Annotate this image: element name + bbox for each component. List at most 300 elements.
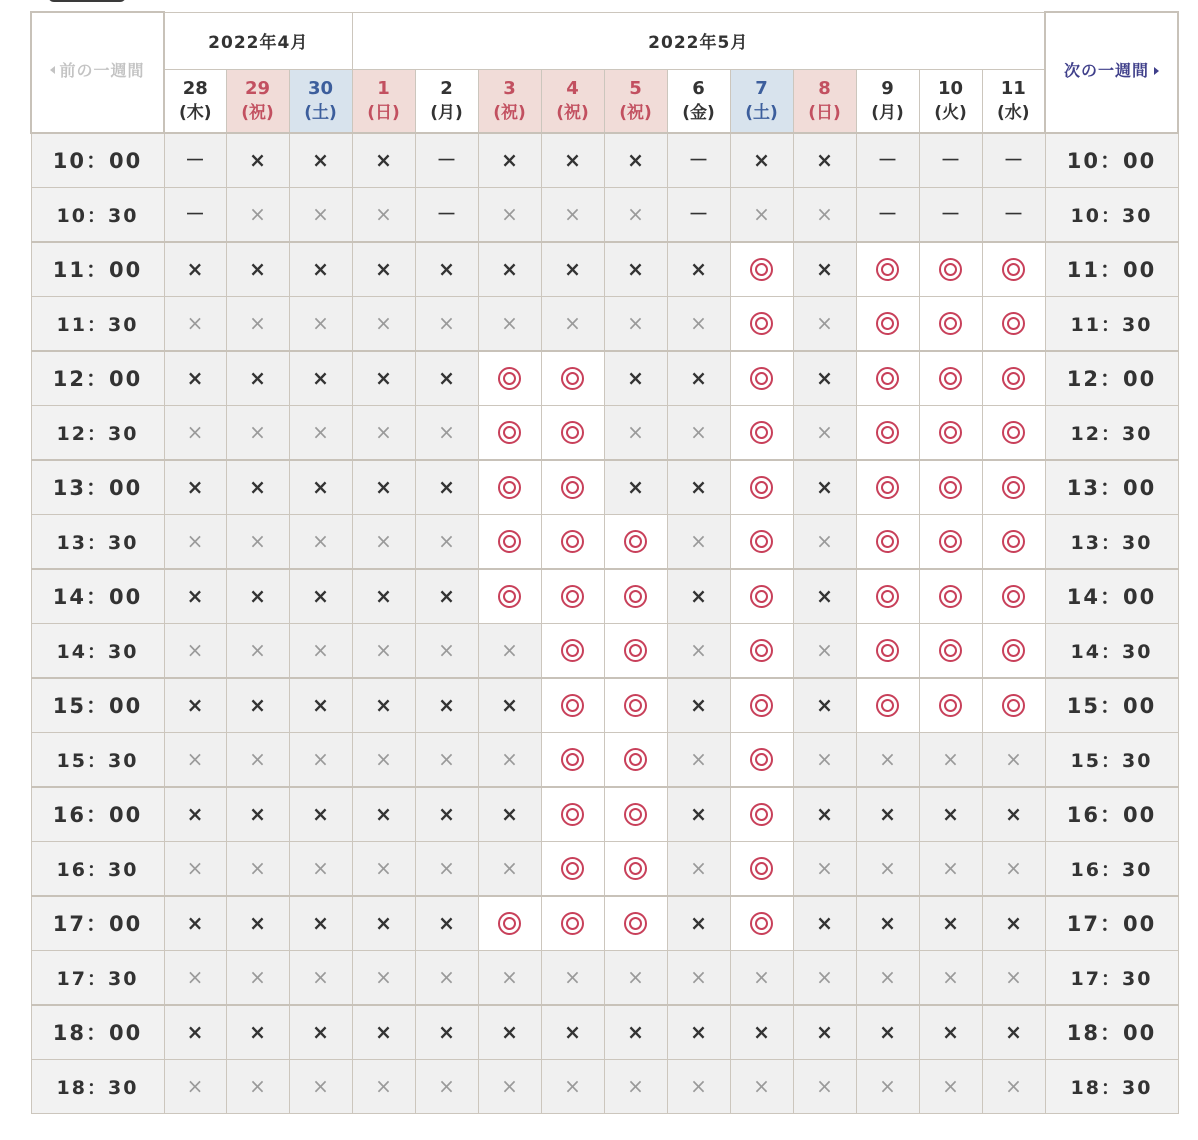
slot-available[interactable] [604, 569, 667, 624]
slot-available[interactable] [478, 351, 541, 406]
slot-unavailable [226, 297, 289, 351]
double-circle-icon[interactable] [750, 748, 773, 771]
slot-unavailable [667, 1005, 730, 1060]
double-circle-icon[interactable] [1002, 639, 1025, 662]
slot-available[interactable] [982, 515, 1045, 569]
slot-unavailable [604, 406, 667, 460]
slot-available[interactable] [730, 842, 793, 896]
slot-unavailable [226, 351, 289, 406]
slot-unavailable [352, 133, 415, 188]
slot-available[interactable] [730, 406, 793, 460]
double-circle-icon[interactable] [561, 421, 584, 444]
slot-unavailable [730, 1060, 793, 1114]
slot-unavailable [415, 406, 478, 460]
day-number: 11 [1000, 77, 1026, 99]
slot-unavailable [226, 188, 289, 242]
double-circle-icon[interactable] [750, 803, 773, 826]
slot-available[interactable] [541, 678, 604, 733]
double-circle-icon[interactable] [876, 530, 899, 553]
cross-mark: × [816, 365, 833, 390]
slot-available[interactable] [919, 351, 982, 406]
cross-mark: × [564, 1074, 581, 1098]
slot-unavailable [289, 515, 352, 569]
slot-available[interactable] [604, 515, 667, 569]
time-row [31, 515, 1178, 569]
slot-available[interactable] [856, 406, 919, 460]
slot-available[interactable] [604, 733, 667, 787]
double-circle-icon[interactable] [561, 694, 584, 717]
cross-mark: × [816, 147, 833, 172]
slot-unavailable [289, 896, 352, 951]
time-label-left: 13：30 [31, 515, 164, 569]
double-circle-icon[interactable] [1002, 312, 1025, 335]
cross-mark: × [249, 419, 266, 444]
double-circle-icon[interactable] [624, 857, 647, 880]
slot-unavailable [982, 842, 1045, 896]
slot-unavailable [226, 1005, 289, 1060]
cross-mark: × [501, 310, 518, 335]
cross-mark: × [879, 910, 896, 935]
double-circle-icon[interactable] [939, 367, 962, 390]
slot-available[interactable] [856, 515, 919, 569]
slot-available[interactable] [730, 297, 793, 351]
dash-mark: － [688, 147, 709, 172]
day-weekday: (金) [682, 102, 715, 123]
double-circle-icon[interactable] [561, 530, 584, 553]
slot-unavailable [226, 406, 289, 460]
double-circle-icon[interactable] [876, 639, 899, 662]
cross-mark: × [438, 964, 455, 989]
double-circle-icon[interactable] [750, 421, 773, 444]
slot-available[interactable] [541, 733, 604, 787]
double-circle-icon[interactable] [624, 585, 647, 608]
slot-unavailable [478, 787, 541, 842]
cross-mark: × [627, 147, 644, 172]
cross-mark: × [249, 310, 266, 335]
slot-unavailable [667, 297, 730, 351]
double-circle-icon[interactable] [498, 912, 521, 935]
cross-mark: × [942, 1074, 959, 1098]
double-circle-icon[interactable] [561, 803, 584, 826]
slot-unavailable [352, 842, 415, 896]
slot-available[interactable] [478, 406, 541, 460]
double-circle-icon[interactable] [624, 748, 647, 771]
slot-available[interactable] [919, 515, 982, 569]
slot-available[interactable] [856, 678, 919, 733]
cross-mark: × [564, 256, 581, 281]
cross-mark: × [627, 474, 644, 499]
double-circle-icon[interactable] [939, 421, 962, 444]
prev-week-button[interactable] [50, 61, 144, 80]
slot-unavailable [352, 569, 415, 624]
double-circle-icon[interactable] [939, 694, 962, 717]
double-circle-icon[interactable] [498, 421, 521, 444]
reservation-calendar [30, 11, 1179, 1114]
slot-unavailable [352, 188, 415, 242]
slot-unavailable [226, 1060, 289, 1114]
double-circle-icon[interactable] [750, 367, 773, 390]
slot-unavailable [226, 569, 289, 624]
time-label-right: 18：00 [1045, 1005, 1178, 1060]
slot-available[interactable] [982, 297, 1045, 351]
cross-mark: × [312, 419, 329, 444]
slot-unavailable [541, 188, 604, 242]
double-circle-icon[interactable] [624, 639, 647, 662]
double-circle-icon[interactable] [750, 639, 773, 662]
day-weekday: (祝) [619, 102, 652, 123]
double-circle-icon[interactable] [876, 421, 899, 444]
next-week-cell[interactable] [1045, 12, 1178, 133]
time-label-right: 10：30 [1045, 188, 1178, 242]
slot-unavailable [856, 787, 919, 842]
slot-available[interactable] [730, 787, 793, 842]
cross-mark: × [1005, 1074, 1022, 1098]
slot-available[interactable] [982, 678, 1045, 733]
slot-unavailable [919, 1005, 982, 1060]
slot-available[interactable] [982, 460, 1045, 515]
dash-mark: － [436, 147, 457, 172]
slot-unavailable [415, 678, 478, 733]
double-circle-icon[interactable] [624, 803, 647, 826]
slot-available[interactable] [478, 460, 541, 515]
double-circle-icon[interactable] [498, 530, 521, 553]
slot-unavailable [919, 733, 982, 787]
slot-unavailable [919, 842, 982, 896]
slot-available[interactable] [919, 406, 982, 460]
cross-mark: × [627, 256, 644, 281]
slot-unavailable [352, 351, 415, 406]
time-label-left: 17：00 [31, 896, 164, 951]
double-circle-icon[interactable] [561, 857, 584, 880]
double-circle-icon[interactable] [561, 912, 584, 935]
slot-available[interactable] [541, 896, 604, 951]
double-circle-icon[interactable] [561, 585, 584, 608]
cross-mark: × [249, 801, 266, 826]
double-circle-icon[interactable] [1002, 585, 1025, 608]
slot-available[interactable] [541, 406, 604, 460]
slot-unavailable [226, 624, 289, 678]
double-circle-icon[interactable] [876, 585, 899, 608]
slot-unavailable [667, 678, 730, 733]
slot-unavailable [793, 1060, 856, 1114]
double-circle-icon[interactable] [876, 367, 899, 390]
slot-unavailable [541, 242, 604, 297]
time-label-left: 17：30 [31, 951, 164, 1005]
time-row [31, 733, 1178, 787]
cross-mark: × [375, 419, 392, 444]
double-circle-icon[interactable] [624, 912, 647, 935]
double-circle-icon[interactable] [1002, 476, 1025, 499]
slot-available[interactable] [982, 569, 1045, 624]
double-circle-icon[interactable] [750, 912, 773, 935]
slot-available[interactable] [478, 515, 541, 569]
time-label-left: 10：00 [31, 133, 164, 188]
double-circle-icon[interactable] [1002, 258, 1025, 281]
slot-unavailable [478, 951, 541, 1005]
slot-unavailable [415, 896, 478, 951]
cross-mark: × [942, 964, 959, 989]
slot-unavailable [415, 515, 478, 569]
slot-available[interactable] [604, 787, 667, 842]
cross-mark: × [816, 910, 833, 935]
day-header-2 [289, 69, 352, 133]
slot-unavailable [667, 242, 730, 297]
slot-available[interactable] [856, 297, 919, 351]
cross-mark: × [249, 147, 266, 172]
cross-mark: × [753, 147, 770, 172]
month-header-row [31, 12, 1178, 69]
slot-unavailable [164, 515, 226, 569]
cross-mark: × [1005, 801, 1022, 826]
slot-unavailable [226, 787, 289, 842]
month-april: 2022年4月 [164, 12, 352, 69]
day-weekday: (木) [178, 102, 212, 123]
prev-week-cell[interactable] [31, 12, 164, 133]
cross-mark: × [627, 310, 644, 335]
cross-mark: × [816, 474, 833, 499]
slot-unavailable [352, 1060, 415, 1114]
slot-available[interactable] [856, 460, 919, 515]
cross-mark: × [438, 1074, 455, 1098]
day-weekday: (祝) [241, 102, 274, 123]
slot-unavailable [352, 951, 415, 1005]
slot-unavailable [164, 678, 226, 733]
slot-available[interactable] [982, 624, 1045, 678]
double-circle-icon[interactable] [561, 367, 584, 390]
slot-unavailable [604, 951, 667, 1005]
double-circle-icon[interactable] [876, 476, 899, 499]
double-circle-icon[interactable] [1002, 367, 1025, 390]
slot-unavailable [289, 297, 352, 351]
double-circle-icon[interactable] [561, 639, 584, 662]
slot-unavailable [604, 188, 667, 242]
slot-available[interactable] [856, 569, 919, 624]
double-circle-icon[interactable] [939, 476, 962, 499]
double-circle-icon[interactable] [750, 694, 773, 717]
double-circle-icon[interactable] [750, 530, 773, 553]
slot-unavailable [541, 1060, 604, 1114]
cross-mark: × [438, 583, 455, 608]
slot-available[interactable] [541, 624, 604, 678]
slot-unavailable [352, 624, 415, 678]
slot-unavailable [919, 896, 982, 951]
slot-available[interactable] [919, 624, 982, 678]
slot-available[interactable] [919, 460, 982, 515]
slot-unavailable [164, 351, 226, 406]
slot-available[interactable] [541, 842, 604, 896]
cross-mark: × [690, 310, 707, 335]
slot-unavailable [478, 297, 541, 351]
cross-mark: × [312, 801, 329, 826]
slot-available[interactable] [730, 242, 793, 297]
slot-available[interactable] [730, 515, 793, 569]
double-circle-icon[interactable] [750, 476, 773, 499]
double-circle-icon[interactable] [1002, 421, 1025, 444]
day-number: 4 [566, 77, 579, 99]
time-label-left: 12：30 [31, 406, 164, 460]
slot-unavailable [793, 787, 856, 842]
double-circle-icon[interactable] [1002, 694, 1025, 717]
slot-available[interactable] [982, 351, 1045, 406]
slot-available[interactable] [919, 297, 982, 351]
slot-available[interactable] [478, 569, 541, 624]
slot-available[interactable] [541, 351, 604, 406]
dash-mark: － [185, 147, 205, 172]
double-circle-icon[interactable] [750, 857, 773, 880]
slot-unavailable [352, 1005, 415, 1060]
cross-mark: × [438, 419, 455, 444]
double-circle-icon[interactable] [876, 694, 899, 717]
cross-mark: × [186, 692, 204, 717]
double-circle-icon[interactable] [561, 748, 584, 771]
slot-available[interactable] [919, 569, 982, 624]
slot-unavailable [667, 406, 730, 460]
slot-available[interactable] [604, 624, 667, 678]
day-number: 9 [881, 77, 894, 99]
day-number: 30 [307, 77, 334, 99]
slot-unavailable [164, 624, 226, 678]
slot-available[interactable] [919, 242, 982, 297]
slot-available[interactable] [982, 242, 1045, 297]
cross-mark: × [690, 419, 707, 444]
slot-available[interactable] [982, 406, 1045, 460]
double-circle-icon[interactable] [498, 367, 521, 390]
slot-unavailable [919, 951, 982, 1005]
cross-mark: × [186, 256, 204, 281]
slot-available[interactable] [730, 624, 793, 678]
slot-available[interactable] [478, 896, 541, 951]
slot-unavailable [793, 896, 856, 951]
slot-available[interactable] [541, 515, 604, 569]
day-weekday: (月) [430, 102, 463, 123]
double-circle-icon[interactable] [1002, 530, 1025, 553]
slot-unavailable [793, 133, 856, 188]
slot-available[interactable] [604, 842, 667, 896]
slot-available[interactable] [919, 678, 982, 733]
cross-mark: × [690, 474, 707, 499]
slot-not-offered [982, 133, 1045, 188]
cross-mark: × [438, 528, 455, 553]
slot-available[interactable] [541, 569, 604, 624]
dash-mark: － [877, 147, 898, 172]
slot-available[interactable] [730, 569, 793, 624]
cross-mark: × [690, 365, 707, 390]
cross-mark: × [501, 964, 518, 989]
slot-unavailable [289, 842, 352, 896]
slot-available[interactable] [730, 351, 793, 406]
slot-available[interactable] [730, 678, 793, 733]
cross-mark: × [375, 256, 392, 281]
slot-unavailable [982, 787, 1045, 842]
cross-mark: × [312, 201, 329, 226]
slot-unavailable [793, 624, 856, 678]
slot-available[interactable] [604, 678, 667, 733]
slot-unavailable [226, 951, 289, 1005]
double-circle-icon[interactable] [561, 476, 584, 499]
day-weekday: (水) [996, 102, 1030, 123]
slot-unavailable [856, 1005, 919, 1060]
double-circle-icon[interactable] [498, 585, 521, 608]
double-circle-icon[interactable] [939, 312, 962, 335]
double-circle-icon[interactable] [939, 639, 962, 662]
double-circle-icon[interactable] [624, 530, 647, 553]
cross-mark: × [816, 201, 833, 226]
day-weekday: (祝) [493, 102, 526, 123]
cross-mark: × [690, 910, 707, 935]
slot-unavailable [793, 733, 856, 787]
cross-mark: × [690, 1019, 707, 1044]
dash-mark: － [877, 201, 898, 226]
cross-mark: × [501, 855, 518, 880]
next-week-button[interactable] [1064, 61, 1159, 80]
double-circle-icon[interactable] [939, 258, 962, 281]
cross-mark: × [942, 746, 959, 771]
slot-available[interactable] [856, 242, 919, 297]
slot-unavailable [478, 733, 541, 787]
slot-unavailable [667, 515, 730, 569]
cross-mark: × [375, 964, 392, 989]
cross-mark: × [438, 746, 455, 771]
slot-available[interactable] [730, 460, 793, 515]
double-circle-icon[interactable] [498, 476, 521, 499]
cross-mark: × [627, 419, 644, 444]
double-circle-icon[interactable] [876, 258, 899, 281]
day-weekday: (火) [934, 102, 967, 123]
slot-available[interactable] [541, 460, 604, 515]
double-circle-icon[interactable] [624, 694, 647, 717]
time-label-left: 12：00 [31, 351, 164, 406]
cross-mark: × [375, 365, 392, 390]
slot-unavailable [604, 133, 667, 188]
double-circle-icon[interactable] [876, 312, 899, 335]
cross-mark: × [186, 910, 204, 935]
slot-unavailable [604, 460, 667, 515]
slot-unavailable [667, 569, 730, 624]
slot-available[interactable] [730, 896, 793, 951]
slot-available[interactable] [856, 351, 919, 406]
slot-unavailable [793, 406, 856, 460]
cross-mark: × [375, 201, 392, 226]
slot-unavailable [541, 133, 604, 188]
double-circle-icon[interactable] [750, 312, 773, 335]
double-circle-icon[interactable] [939, 530, 962, 553]
day-number: 7 [755, 77, 768, 99]
cross-mark: × [816, 637, 833, 662]
slot-available[interactable] [856, 624, 919, 678]
time-row [31, 1060, 1178, 1114]
slot-unavailable [604, 1005, 667, 1060]
day-header-7 [604, 69, 667, 133]
slot-not-offered [164, 188, 226, 242]
double-circle-icon[interactable] [939, 585, 962, 608]
slot-available[interactable] [604, 896, 667, 951]
slot-unavailable [604, 297, 667, 351]
slot-unavailable [730, 188, 793, 242]
slot-available[interactable] [730, 733, 793, 787]
slot-unavailable [352, 678, 415, 733]
slot-unavailable [730, 1005, 793, 1060]
double-circle-icon[interactable] [750, 258, 773, 281]
day-number: 6 [692, 77, 705, 99]
cross-mark: × [375, 692, 392, 717]
cross-mark: × [312, 855, 329, 880]
time-row [31, 406, 1178, 460]
slot-unavailable [415, 787, 478, 842]
double-circle-icon[interactable] [750, 585, 773, 608]
slot-unavailable [164, 242, 226, 297]
slot-available[interactable] [541, 787, 604, 842]
cross-mark: × [186, 310, 204, 335]
